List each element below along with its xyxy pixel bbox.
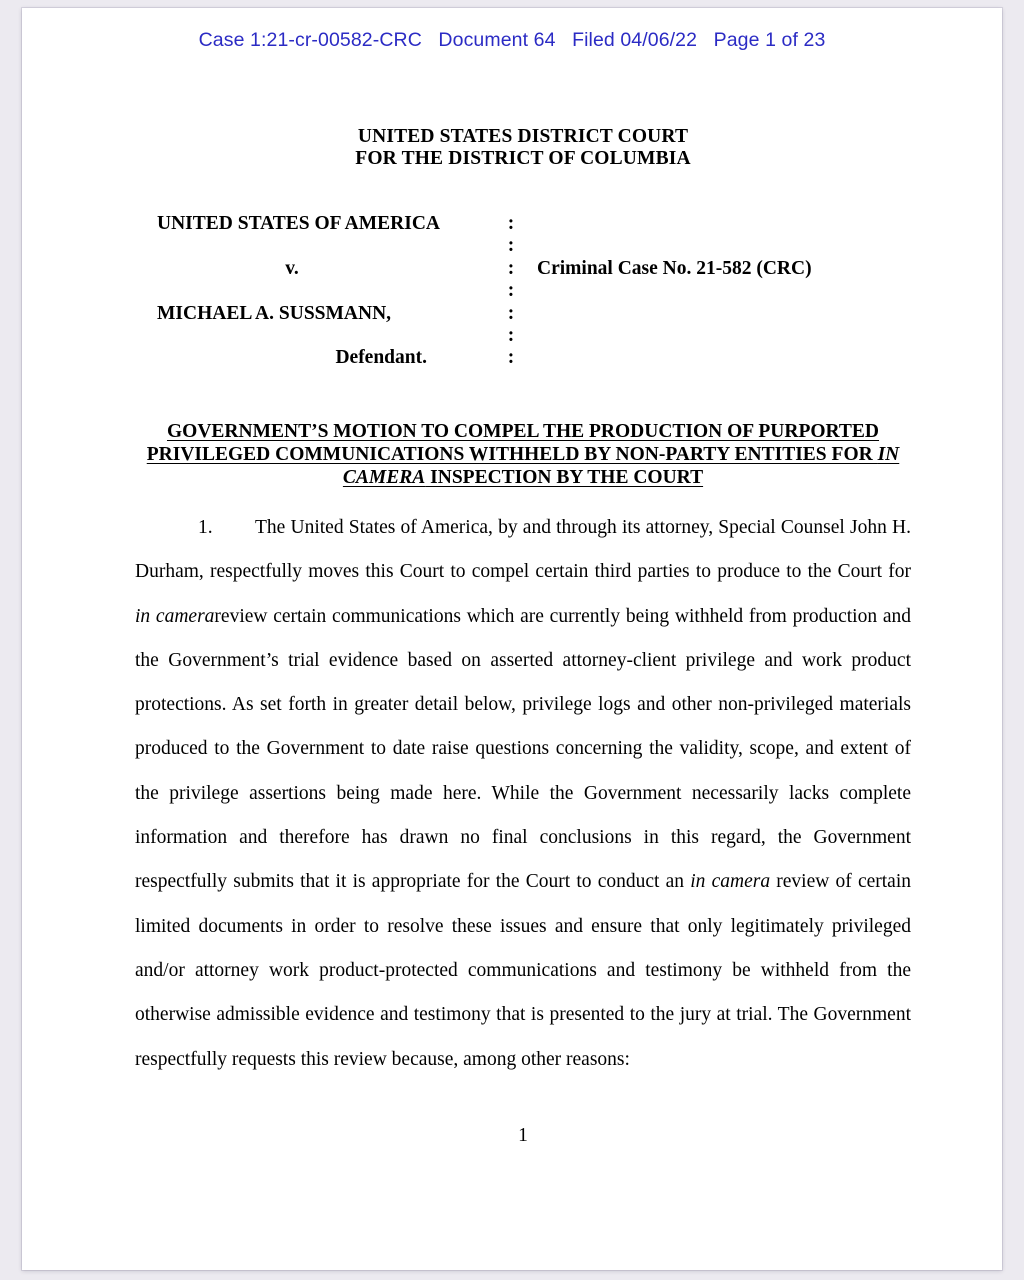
caption-row xyxy=(135,235,911,257)
paragraph-line: protections. As set forth in greater detail below, privilege logs and other non-privileged materials xyxy=(135,694,911,716)
caption-row xyxy=(135,325,911,347)
paragraph-line: respectfully requests this review because, among other reasons: xyxy=(135,1048,630,1070)
court-heading-line-1: UNITED STATES DISTRICT COURT xyxy=(357,126,689,147)
court-heading-line-2: FOR THE DISTRICT OF COLUMBIA xyxy=(355,147,691,169)
caption-plaintiff: UNITED STATES OF AMERICA xyxy=(157,213,440,234)
caption-defendant-label: Defendant. xyxy=(335,347,427,369)
caption-row xyxy=(135,347,911,369)
caption-colon: : xyxy=(507,213,515,234)
caption-defendant-name: MICHAEL A. SUSSMANN, xyxy=(157,302,392,324)
paragraph-line: otherwise admissible evidence and testimony that is presented to the jury at trial. The Government xyxy=(135,1004,911,1026)
paragraph-line: and/or attorney work product-protected communications and testimony be withheld from the xyxy=(135,959,911,981)
caption-colon: : xyxy=(507,257,515,279)
motion-title xyxy=(135,420,911,489)
ecf-header-stamp: Case 1:21-cr-00582-CRC Document 64 Filed 04/06/22 Page 1 of 23 xyxy=(198,29,826,51)
motion-title-line-2: PRIVILEGED COMMUNICATIONS WITHHELD BY NON-PARTY ENTITIES FOR IN xyxy=(146,444,900,465)
case-caption-block xyxy=(135,213,911,370)
caption-colon: : xyxy=(507,302,515,324)
paragraph-line: produced to the Government to date raise questions concerning the validity, scope, and extent of xyxy=(135,738,911,760)
caption-case-number: Criminal Case No. 21-582 (CRC) xyxy=(537,257,812,279)
motion-title-line-1: GOVERNMENT’S MOTION TO COMPEL THE PRODUCTION OF PURPORTED xyxy=(166,421,880,442)
motion-title-line-3: CAMERA INSPECTION BY THE COURT xyxy=(342,467,704,488)
document-page xyxy=(22,8,1002,1270)
caption-versus: v. xyxy=(285,257,299,279)
paragraph-line: Durham, respectfully moves this Court to compel certain third parties to produce to the Court for xyxy=(135,561,911,583)
paragraph-line: the privilege assertions being made here. While the Government necessarily lacks complete xyxy=(135,782,911,804)
paragraph-line: respectfully submits that it is appropriate for the Court to conduct an in camera review of certain xyxy=(135,871,912,893)
paragraph-line: information and therefore has drawn no final conclusions in this regard, the Government xyxy=(135,827,911,849)
body-paragraph-1 xyxy=(135,506,911,1082)
caption-row xyxy=(135,258,911,280)
page-number-footer: 1 xyxy=(518,1125,528,1146)
caption-colon: : xyxy=(507,280,515,302)
italic-in-camera: in camera xyxy=(690,871,771,893)
caption-row xyxy=(135,280,911,302)
paragraph-line: the Government’s trial evidence based on asserted attorney-client privilege and work product xyxy=(135,649,911,671)
paragraph-number: 1. xyxy=(198,517,213,538)
paragraph-line: 1. The United States of America, by and through its attorney, Special Counsel John H. xyxy=(135,506,911,550)
paragraph-line: limited documents in order to resolve these issues and ensure that only legitimately privileged xyxy=(135,915,911,937)
document-body xyxy=(135,8,911,1270)
italic-in-camera: in camera xyxy=(135,605,215,627)
caption-colon: : xyxy=(507,235,515,257)
paragraph-line: in camerareview certain communications which are currently being withheld from production and xyxy=(135,605,911,627)
court-heading xyxy=(135,126,911,169)
caption-row xyxy=(135,303,911,325)
caption-row xyxy=(135,213,911,235)
caption-colon: : xyxy=(507,347,515,369)
caption-colon: : xyxy=(507,324,515,346)
